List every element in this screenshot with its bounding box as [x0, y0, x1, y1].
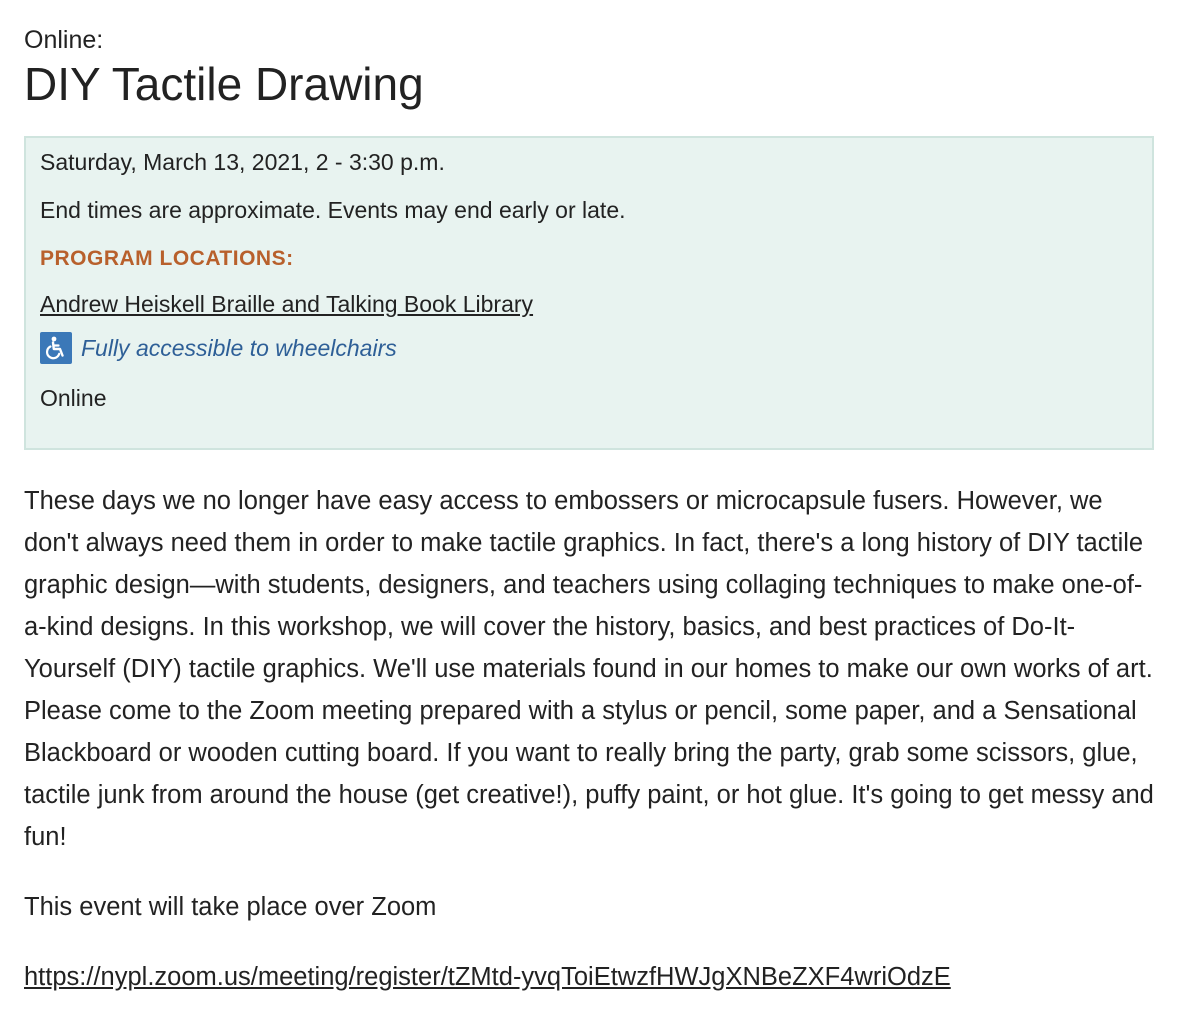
event-prefix: Online: — [24, 26, 104, 54]
event-format: Online — [40, 385, 107, 411]
accessibility-text: Fully accessible to wheelchairs — [81, 335, 397, 361]
event-datetime: Saturday, March 13, 2021, 2 - 3:30 p.m. — [40, 149, 445, 175]
page-title: DIY Tactile Drawing — [24, 58, 424, 110]
zoom-registration-link[interactable]: https://nypl.zoom.us/meeting/register/tZMtd-yvqToiEtwzfHWJgXNBeZXF4wriOdzE — [24, 963, 951, 991]
end-time-note: End times are approximate. Events may end early or late. — [40, 197, 626, 223]
accessibility-row — [40, 332, 1138, 364]
location-link[interactable]: Andrew Heiskell Braille and Talking Book Library — [40, 291, 534, 317]
program-locations-heading: PROGRAM LOCATIONS: — [40, 247, 294, 270]
event-description: These days we no longer have easy access to embossers or microcapsule fusers. However, we don't always need them in order to make tactile graphics. In fact, there's a long history of DIY tactile graphic design—with students, designers, and teachers using collaging techniques to make one-of-a-kind designs. In this workshop, we will cover the history, basics, and best practices of Do-It-Yourself (DIY) tactile graphics. We'll use materials found in our homes to make our own works of art. Please come to the Zoom meeting prepared with a stylus or pencil, some paper, and a Sensational Blackboard or wooden cutting board. If you want to really bring the party, grab some scissors, glue, tactile junk from around the house (get creative!), puffy paint, or hot glue. It's going to get messy and fun! — [24, 487, 1154, 851]
wheelchair-icon — [40, 332, 72, 364]
zoom-note: This event will take place over Zoom — [24, 893, 437, 921]
event-info-box — [24, 136, 1154, 450]
event-page — [24, 24, 1154, 998]
